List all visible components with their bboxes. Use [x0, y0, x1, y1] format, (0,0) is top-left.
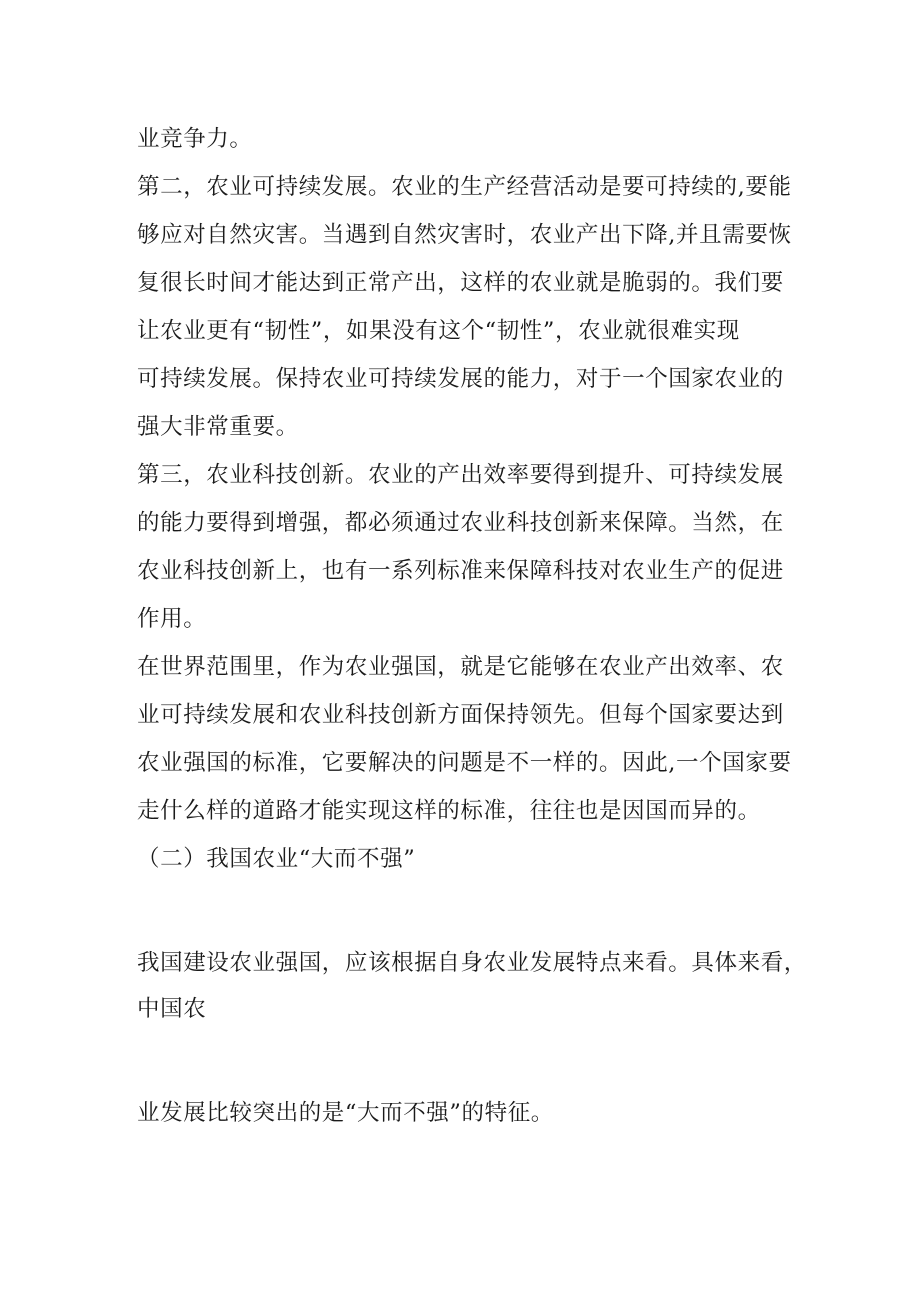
text-line: 第三，农业科技创新。农业的产出效率要得到提升、可持续发展	[137, 462, 784, 488]
section-heading: （二）我国农业“大而不强”	[137, 846, 416, 872]
text-line: 走什么样的道路才能实现这样的标准，往往也是因国而异的。	[137, 798, 761, 824]
text-line: 可持续发展。保持农业可持续发展的能力，对于一个国家农业的	[137, 366, 784, 392]
text-line: 中国农	[137, 996, 207, 1022]
text-line: 业发展比较突出的是“大而不强”的特征。	[137, 1100, 554, 1126]
text-line: 的能力要得到增强，都必须通过农业科技创新来保障。当然，在	[137, 510, 784, 536]
text-line: 业可持续发展和农业科技创新方面保持领先。但每个国家要达到	[137, 702, 784, 728]
text-line: 强大非常重要。	[137, 414, 299, 440]
text-line: 农业强国的标准，它要解决的问题是不一样的。因此,一个国家要	[137, 750, 792, 776]
text-line: 够应对自然灾害。当遇到自然灾害时，农业产出下降,并且需要恢	[137, 222, 792, 248]
text-line: 农业科技创新上，也有一系列标准来保障科技对农业生产的促进	[137, 558, 784, 584]
text-line: 复很长时间才能达到正常产出，这样的农业就是脆弱的。我们要	[137, 270, 784, 296]
text-line: 在世界范围里，作为农业强国，就是它能够在农业产出效率、农	[137, 654, 784, 680]
text-line: 让农业更有“韧性”，如果没有这个“韧性”，农业就很难实现	[137, 318, 740, 344]
text-line: 业竞争力。	[137, 126, 253, 152]
text-line: 作用。	[137, 606, 207, 632]
text-line: 我国建设农业强国，应该根据自身农业发展特点来看。具体来看，	[137, 950, 807, 976]
text-line: 第二，农业可持续发展。农业的生产经营活动是要可持续的,要能	[137, 174, 792, 200]
